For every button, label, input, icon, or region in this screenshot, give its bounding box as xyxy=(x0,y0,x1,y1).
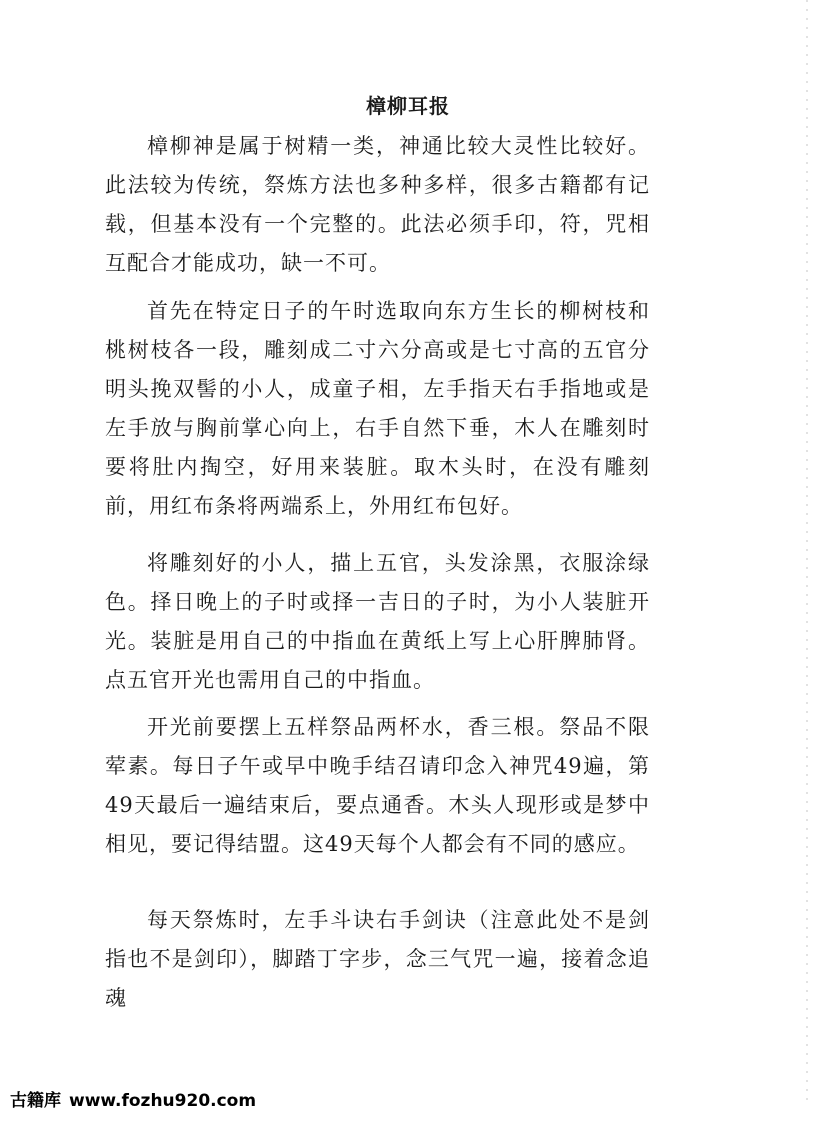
paragraph-4 xyxy=(105,708,650,864)
footer-site: www.fozhu920.com xyxy=(69,1091,257,1111)
scan-edge-artifact xyxy=(806,0,808,1100)
footer-brand: 古籍库 xyxy=(10,1091,61,1111)
paragraph-text: 将雕刻好的小人，描上五官，头发涂黑，衣服涂绿色。择日晚上的子时或择一吉日的子时，为小人装脏开光。装脏是用自己的中指血在黄纸上写上心肝脾肺肾。点五官开光也需用自己的中指血。 xyxy=(105,551,650,692)
footer-watermark xyxy=(10,1086,256,1111)
paragraph-5 xyxy=(105,901,650,1018)
paragraph-text: 每天祭炼时，左手斗诀右手剑诀（注意此处不是剑指也不是剑印），脚踏丁字步，念三气咒一遍，接着念追魂 xyxy=(105,908,650,1010)
paragraph-text: 樟柳神是属于树精一类，神通比较大灵性比较好。此法较为传统，祭炼方法也多种多样，很多古籍都有记载，但基本没有一个完整的。此法必须手印，符，咒相互配合才能成功，缺一不可。 xyxy=(105,134,650,275)
paragraph-text: 首先在特定日子的午时选取向东方生长的柳树枝和桃树枝各一段，雕刻成二寸六分高或是七寸高的五官分明头挽双髻的小人，成童子相，左手指天右手指地或是左手放与胸前掌心向上，右手自然下垂，木人在雕刻时要将肚内掏空，好用来装脏。取木头时，在没有雕刻前，用红布条将两端系上，外用红布包好。 xyxy=(105,299,650,518)
paragraph-2 xyxy=(105,292,650,526)
paragraph-1 xyxy=(105,127,650,283)
paragraph-3 xyxy=(105,544,650,700)
page-title: 樟柳耳报 xyxy=(366,94,450,118)
paragraph-text: 开光前要摆上五样祭品两杯水，香三根。祭品不限荤素。每日子午或早中晚手结召请印念入神咒49遍，第49天最后一遍结束后，要点通香。木头人现形或是梦中相见，要记得结盟。这49天每个人都会有不同的感应。 xyxy=(105,715,650,856)
